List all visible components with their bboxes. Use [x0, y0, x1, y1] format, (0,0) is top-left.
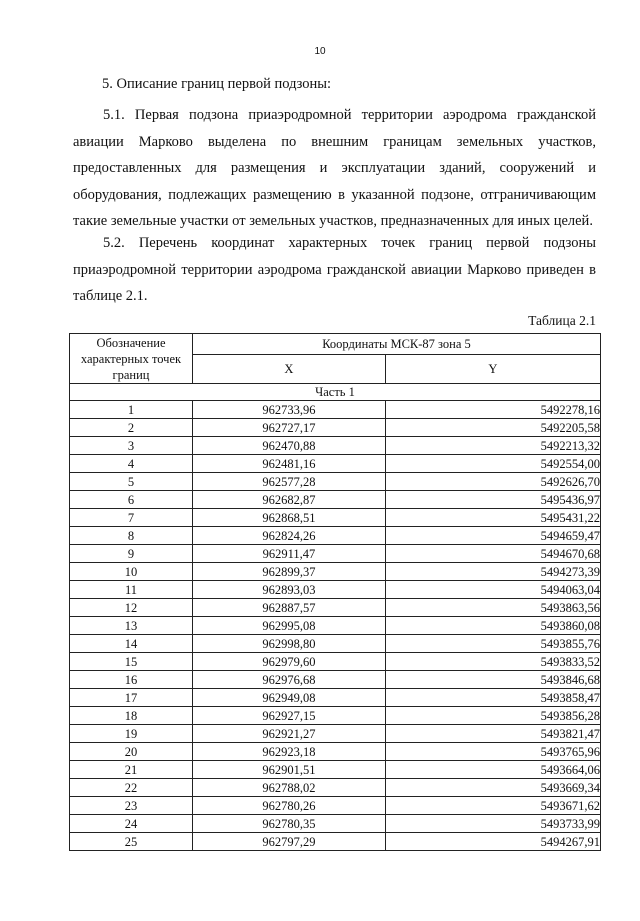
table-row	[70, 815, 601, 833]
table-row	[70, 653, 601, 671]
coord-y: 5492554,00	[385, 455, 600, 473]
coord-y: 5492626,70	[385, 473, 600, 491]
table-row	[70, 671, 601, 689]
header-designation: Обозначение характерных точек границ	[70, 334, 193, 384]
point-number: 19	[70, 725, 193, 743]
coord-x: 962824,26	[193, 527, 386, 545]
coord-y: 5494273,39	[385, 563, 600, 581]
table-row	[70, 743, 601, 761]
coord-x: 962949,08	[193, 689, 386, 707]
table-row	[70, 491, 601, 509]
coord-y: 5493821,47	[385, 725, 600, 743]
point-number: 6	[70, 491, 193, 509]
header-y: Y	[385, 355, 600, 384]
coord-y: 5494670,68	[385, 545, 600, 563]
coord-x: 962927,15	[193, 707, 386, 725]
coord-x: 962727,17	[193, 419, 386, 437]
coord-y: 5494063,04	[385, 581, 600, 599]
table-row	[70, 545, 601, 563]
coord-x: 962976,68	[193, 671, 386, 689]
coord-y: 5493856,28	[385, 707, 600, 725]
coord-y: 5494659,47	[385, 527, 600, 545]
point-number: 13	[70, 617, 193, 635]
coord-y: 5493863,56	[385, 599, 600, 617]
coord-x: 962979,60	[193, 653, 386, 671]
table-row	[70, 563, 601, 581]
coord-x: 962470,88	[193, 437, 386, 455]
page-number: 10	[314, 46, 326, 57]
point-number: 1	[70, 401, 193, 419]
point-number: 17	[70, 689, 193, 707]
header-x: X	[193, 355, 386, 384]
table-row	[70, 437, 601, 455]
table-row	[70, 581, 601, 599]
coord-y: 5493860,08	[385, 617, 600, 635]
table-row	[70, 401, 601, 419]
point-number: 24	[70, 815, 193, 833]
table-row	[70, 617, 601, 635]
paragraph-5-1: 5.1. Первая подзона приаэродромной территории аэродрома гражданской авиации Марково выделена по внешним границам земельных участков, предоставленных для размещения и эксплуатации зданий, сооружений и оборудования, подлежащих размещению в указанной подзоне, отграничивающим такие земельные участки от земельных участков, предназначенных для иных целей.	[73, 107, 596, 229]
table-row	[70, 527, 601, 545]
point-number: 5	[70, 473, 193, 491]
point-number: 10	[70, 563, 193, 581]
header-coordinates: Координаты МСК-87 зона 5	[193, 334, 601, 355]
section-heading: 5. Описание границ первой подзоны:	[102, 76, 332, 92]
table-row	[70, 689, 601, 707]
point-number: 25	[70, 833, 193, 851]
point-number: 2	[70, 419, 193, 437]
point-number: 22	[70, 779, 193, 797]
coord-x: 962921,27	[193, 725, 386, 743]
point-number: 21	[70, 761, 193, 779]
coord-x: 962733,96	[193, 401, 386, 419]
coord-x: 962682,87	[193, 491, 386, 509]
coord-y: 5493765,96	[385, 743, 600, 761]
table-row	[70, 725, 601, 743]
table-row	[70, 599, 601, 617]
coord-x: 962780,35	[193, 815, 386, 833]
coord-x: 962911,47	[193, 545, 386, 563]
point-number: 4	[70, 455, 193, 473]
table-row	[70, 761, 601, 779]
coord-y: 5493664,06	[385, 761, 600, 779]
table-row	[70, 473, 601, 491]
coord-y: 5493858,47	[385, 689, 600, 707]
coord-y: 5493669,34	[385, 779, 600, 797]
table-row	[70, 419, 601, 437]
coord-x: 962797,29	[193, 833, 386, 851]
point-number: 7	[70, 509, 193, 527]
point-number: 11	[70, 581, 193, 599]
point-number: 8	[70, 527, 193, 545]
coord-x: 962481,16	[193, 455, 386, 473]
table-row	[70, 635, 601, 653]
coord-x: 962887,57	[193, 599, 386, 617]
coord-x: 962899,37	[193, 563, 386, 581]
coord-y: 5492205,58	[385, 419, 600, 437]
coord-x: 962893,03	[193, 581, 386, 599]
coord-x: 962577,28	[193, 473, 386, 491]
coord-y: 5492278,16	[385, 401, 600, 419]
point-number: 15	[70, 653, 193, 671]
table-caption: Таблица 2.1	[528, 313, 596, 328]
coord-y: 5493733,99	[385, 815, 600, 833]
coord-x: 962995,08	[193, 617, 386, 635]
coord-y: 5493846,68	[385, 671, 600, 689]
coord-y: 5493833,52	[385, 653, 600, 671]
point-number: 16	[70, 671, 193, 689]
coord-x: 962923,18	[193, 743, 386, 761]
table-row	[70, 779, 601, 797]
coordinates-table	[69, 333, 601, 851]
table-row	[70, 833, 601, 851]
coord-y: 5493855,76	[385, 635, 600, 653]
point-number: 9	[70, 545, 193, 563]
table-part-label: Часть 1	[70, 384, 601, 401]
point-number: 3	[70, 437, 193, 455]
coord-y: 5495436,97	[385, 491, 600, 509]
point-number: 23	[70, 797, 193, 815]
point-number: 20	[70, 743, 193, 761]
coord-x: 962868,51	[193, 509, 386, 527]
paragraph-5-2: 5.2. Перечень координат характерных точек границ первой подзоны приаэродромной территории аэродрома гражданской авиации Марково приведен в таблице 2.1.	[73, 235, 596, 304]
coord-x: 962780,26	[193, 797, 386, 815]
table-row	[70, 797, 601, 815]
point-number: 18	[70, 707, 193, 725]
coord-x: 962788,02	[193, 779, 386, 797]
point-number: 12	[70, 599, 193, 617]
coord-y: 5495431,22	[385, 509, 600, 527]
coord-y: 5493671,62	[385, 797, 600, 815]
coord-y: 5494267,91	[385, 833, 600, 851]
table-row	[70, 455, 601, 473]
coord-y: 5492213,32	[385, 437, 600, 455]
coord-x: 962998,80	[193, 635, 386, 653]
table-row	[70, 509, 601, 527]
point-number: 14	[70, 635, 193, 653]
table-row	[70, 707, 601, 725]
coord-x: 962901,51	[193, 761, 386, 779]
